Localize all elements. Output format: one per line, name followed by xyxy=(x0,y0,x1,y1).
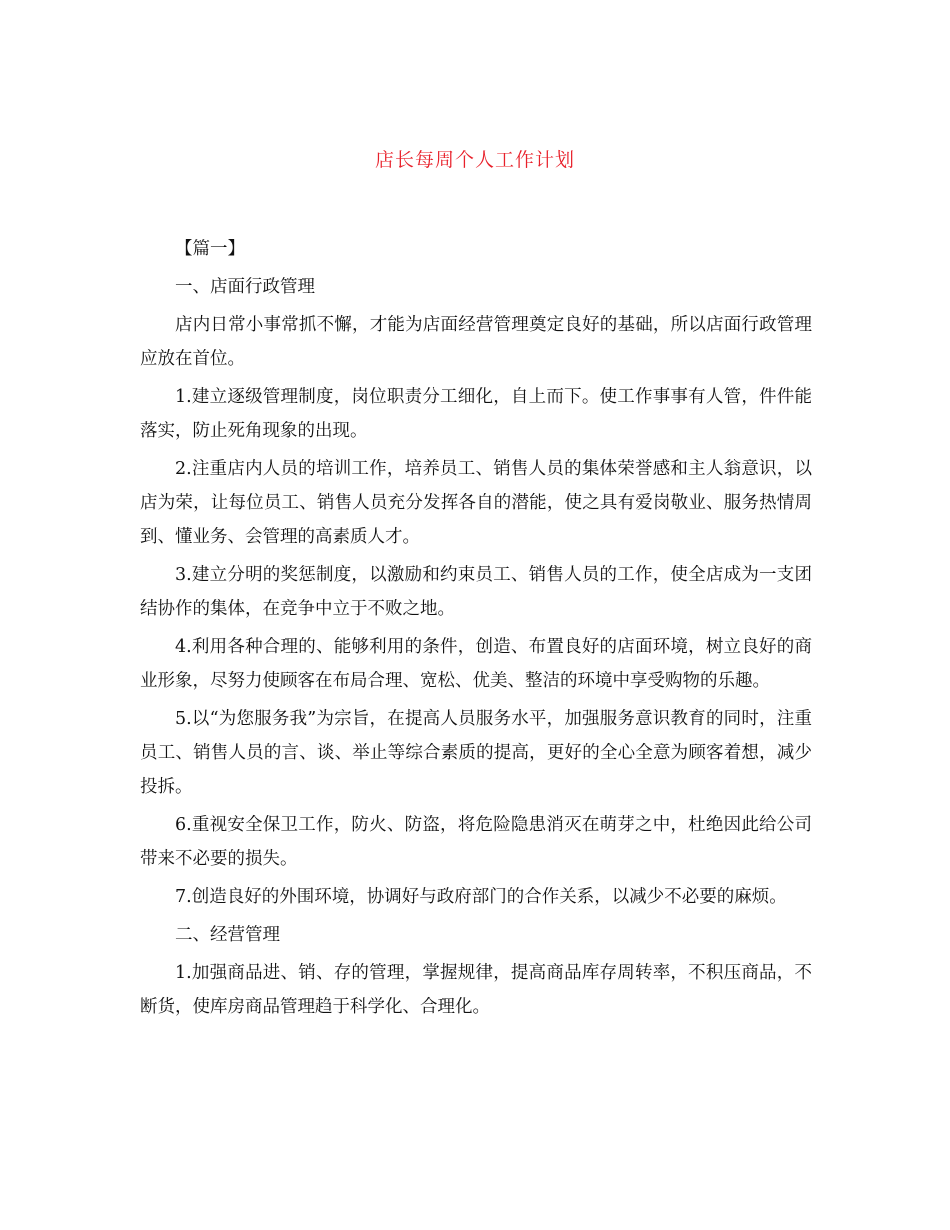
paragraph-item-4: 4.利用各种合理的、能够利用的条件，创造、布置良好的店面环境，树立良好的商业形象，尽努力使顾客在布局合理、宽松、优美、整洁的环境中享受购物的乐趣。 xyxy=(140,637,812,691)
paragraph-item-3: 3.建立分明的奖惩制度，以激励和约束员工、销售人员的工作，使全店成为一支团结协作的集体，在竞争中立于不败之地。 xyxy=(140,565,812,619)
paragraph-intro: 店内日常小事常抓不懈，才能为店面经营管理奠定良好的基础，所以店面行政管理应放在首位。 xyxy=(140,315,812,369)
paragraph-ops-item-1: 1.加强商品进、销、存的管理，掌握规律，提高商品库存周转率，不积压商品，不断货，使库房商品管理趋于科学化、合理化。 xyxy=(140,963,812,1017)
document-title: 店长每周个人工作计划 xyxy=(374,149,575,171)
heading-operations: 二、经营管理 xyxy=(175,925,280,945)
paragraph-item-2: 2.注重店内人员的培训工作，培养员工、销售人员的集体荣誉感和主人翁意识，以店为荣，让每位员工、销售人员充分发挥各自的潜能，使之具有爱岗敬业、服务热情周到、懂业务、会管理的高素质人才。 xyxy=(140,459,812,547)
heading-store-admin: 一、店面行政管理 xyxy=(175,277,315,297)
paragraph-item-7: 7.创造良好的外围环境，协调好与政府部门的合作关系，以减少不必要的麻烦。 xyxy=(175,887,787,907)
section-label-part-one: 【篇一】 xyxy=(175,239,245,259)
document-body xyxy=(140,232,812,1028)
paragraph-item-5: 5.以“为您服务我”为宗旨，在提高人员服务水平，加强服务意识教育的同时，注重员工、销售人员的言、谈、举止等综合素质的提高，更好的全心全意为顾客着想，减少投拆。 xyxy=(140,709,812,797)
paragraph-item-6: 6.重视安全保卫工作，防火、防盗，将危险隐患消灭在萌芽之中，杜绝因此给公司带来不必要的损失。 xyxy=(140,815,812,869)
paragraph-item-1: 1.建立逐级管理制度，岗位职责分工细化，自上而下。使工作事事有人管，件件能落实，防止死角现象的出现。 xyxy=(140,387,812,441)
